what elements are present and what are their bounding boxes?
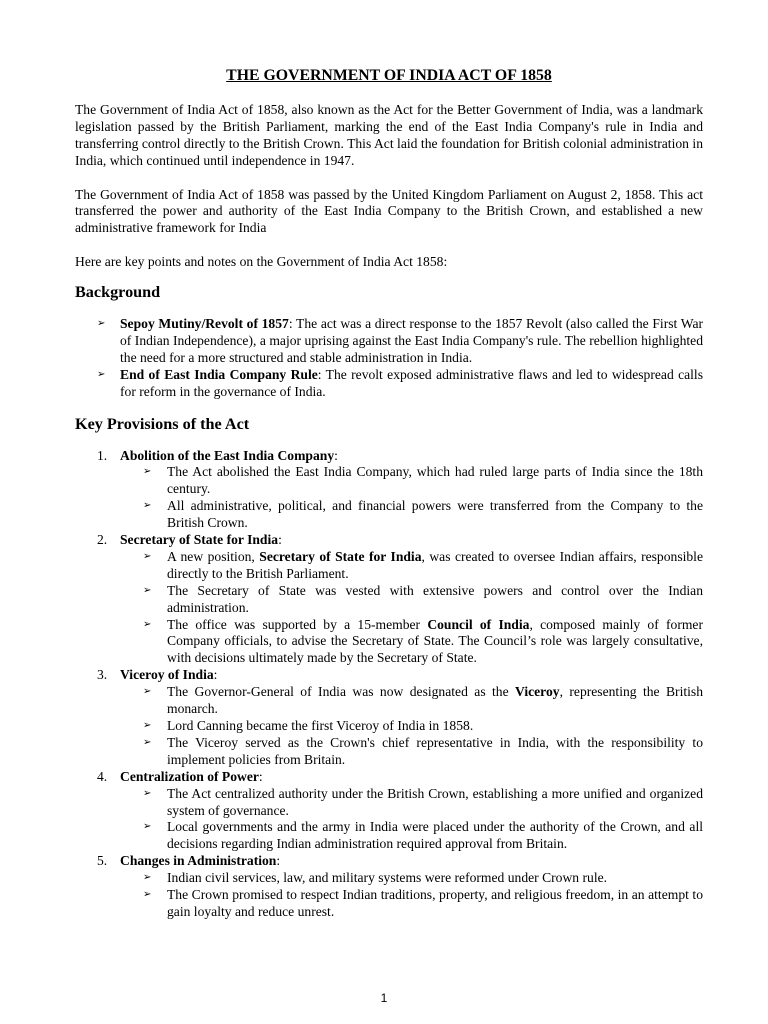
provision-bullets	[120, 870, 703, 921]
provision-colon: :	[276, 853, 281, 869]
provision-colon: :	[334, 447, 338, 463]
provision-colon: :	[278, 532, 282, 548]
provision-bullets	[120, 549, 703, 667]
provision-heading	[120, 853, 703, 870]
provision-bullet	[120, 617, 703, 668]
provision-number: 4.	[97, 768, 108, 784]
document-title: THE GOVERNMENT OF INDIA ACT OF 1858	[226, 67, 552, 84]
provision-bullet-text: , representing the British monarch.	[167, 684, 703, 717]
arrow-bullet-icon: ➢	[143, 787, 152, 799]
provision-label: Centralization of Power	[120, 768, 259, 784]
provision-heading	[120, 448, 703, 465]
arrow-bullet-icon: ➢	[97, 318, 106, 330]
provision-bullet-text: The Governor-General of India was now designated as the	[167, 684, 516, 700]
arrow-bullet-icon: ➢	[143, 618, 152, 630]
provisions-list	[75, 448, 703, 921]
background-heading: Background	[75, 283, 161, 302]
provision-number: 2.	[97, 532, 108, 548]
provision-bullet-text: The Secretary of State was vested with extensive powers and control over the Indian administration.	[167, 582, 703, 615]
intro-paragraph-2: The Government of India Act of 1858 was passed by the United Kingdom Parliament on August 2, 1858. This act transferred the power and authority of the East India Company to the British Crown, and established a new administrative framework for India	[75, 186, 703, 236]
provision-bullet-bold: Viceroy	[515, 684, 560, 700]
provision-bullet-bold: Secretary of State for India	[259, 548, 422, 564]
provision-number: 1.	[97, 447, 108, 463]
provision-bullet-text: Lord Canning became the first Viceroy of India in 1858.	[167, 718, 474, 733]
arrow-bullet-icon: ➢	[143, 872, 152, 884]
background-item-text: : The act was a direct response to the 1857 Revolt (also called the First War of Indian Independence), a major uprising against the East India Company's rule. The rebellion highlighted the need for a more structured and stable administration in India.	[120, 316, 704, 365]
provision-item	[75, 853, 703, 921]
intro-paragraph-3: Here are key points and notes on the Government of India Act 1858:	[75, 254, 448, 270]
provision-bullet-text: A new position,	[167, 548, 260, 564]
provision-item	[75, 448, 703, 533]
provision-bullets	[120, 786, 703, 854]
background-item-label: End of East India Company Rule	[120, 366, 318, 382]
provision-bullet	[120, 786, 703, 820]
provision-bullet-text: The Act centralized authority under the British Crown, establishing a more unified and organized system of governance.	[167, 785, 703, 818]
intro-paragraph-1: The Government of India Act of 1858, also known as the Act for the Better Government of India, was a landmark legislation passed by the British Parliament, marking the end of the East India Company's rule in India and transferring control directly to the British Crown. This Act laid the foundation for British colonial administration in India, which continued until independence in 1947.	[75, 101, 703, 168]
background-item	[75, 367, 703, 401]
page-number: 1	[380, 991, 388, 1005]
arrow-bullet-icon: ➢	[143, 584, 152, 596]
background-item	[75, 316, 703, 367]
provision-bullet	[120, 583, 703, 617]
arrow-bullet-icon: ➢	[143, 686, 152, 698]
provision-bullet-text: , was created to oversee Indian affairs, responsible directly to the British Parliament.	[167, 548, 703, 581]
background-list	[75, 316, 703, 401]
background-item-text: : The revolt exposed administrative flaws and led to widespread calls for reform in the governance of India.	[120, 366, 703, 399]
background-item-label: Sepoy Mutiny/Revolt of 1857	[120, 316, 289, 332]
provision-item	[75, 532, 703, 667]
provision-label: Changes in Administration	[120, 853, 277, 869]
provision-bullet	[120, 735, 703, 769]
provision-heading	[120, 769, 703, 786]
document-page	[75, 68, 703, 921]
provision-bullet-text: All administrative, political, and financial powers were transferred from the Company to the British Crown.	[167, 498, 703, 531]
arrow-bullet-icon: ➢	[143, 720, 152, 731]
provision-bullet-bold: Council of India	[427, 616, 530, 632]
provision-bullet-text: , composed mainly of former Company officials, to advise the Secretary of State. The Council’s role was largely consultative, with decisions ultimately made by the Secretary of State.	[167, 616, 703, 666]
provision-bullets	[120, 464, 703, 532]
provision-label: Viceroy of India	[120, 667, 214, 683]
provision-label: Secretary of State for India	[120, 532, 279, 548]
arrow-bullet-icon: ➢	[143, 500, 152, 512]
arrow-bullet-icon: ➢	[143, 889, 152, 901]
provision-heading	[120, 667, 703, 684]
provision-bullet	[120, 549, 703, 583]
provision-bullet	[120, 887, 703, 921]
provision-bullet	[120, 498, 703, 532]
provision-bullet-text: Indian civil services, law, and military systems were reformed under Crown rule.	[167, 870, 608, 886]
provisions-heading: Key Provisions of the Act	[75, 414, 250, 433]
provision-bullet	[120, 464, 703, 498]
provision-bullet	[120, 870, 703, 887]
provision-colon: :	[258, 768, 263, 784]
provision-number: 5.	[97, 853, 108, 869]
provision-bullet-text: The Act abolished the East India Company, which had ruled large parts of India since the 18th century.	[167, 464, 703, 497]
provision-number: 3.	[97, 667, 108, 683]
provision-bullet	[120, 819, 703, 853]
arrow-bullet-icon: ➢	[143, 736, 152, 748]
provision-bullet	[120, 684, 703, 718]
arrow-bullet-icon: ➢	[143, 550, 152, 562]
provision-colon: :	[213, 667, 218, 683]
provision-bullet-text: The Viceroy served as the Crown's chief representative in India, with the responsibility to implement policies from Britain.	[167, 734, 703, 767]
provision-item	[75, 769, 703, 854]
provision-label: Abolition of the East India Company	[120, 447, 335, 463]
arrow-bullet-icon: ➢	[143, 821, 152, 833]
arrow-bullet-icon: ➢	[143, 466, 152, 478]
provision-heading	[120, 532, 703, 549]
arrow-bullet-icon: ➢	[97, 368, 106, 380]
provision-bullet-text: The office was supported by a 15-member	[167, 616, 428, 632]
provision-item	[75, 667, 703, 768]
provision-bullet-text: The Crown promised to respect Indian traditions, property, and religious freedom, in an attempt to gain loyalty and reduce unrest.	[167, 887, 703, 919]
provision-bullet	[120, 718, 703, 735]
provision-bullet-text: Local governments and the army in India were placed under the authority of the Crown, and all decisions regarding Indian administration required approval from Britain.	[167, 819, 703, 852]
provision-bullets	[120, 684, 703, 769]
